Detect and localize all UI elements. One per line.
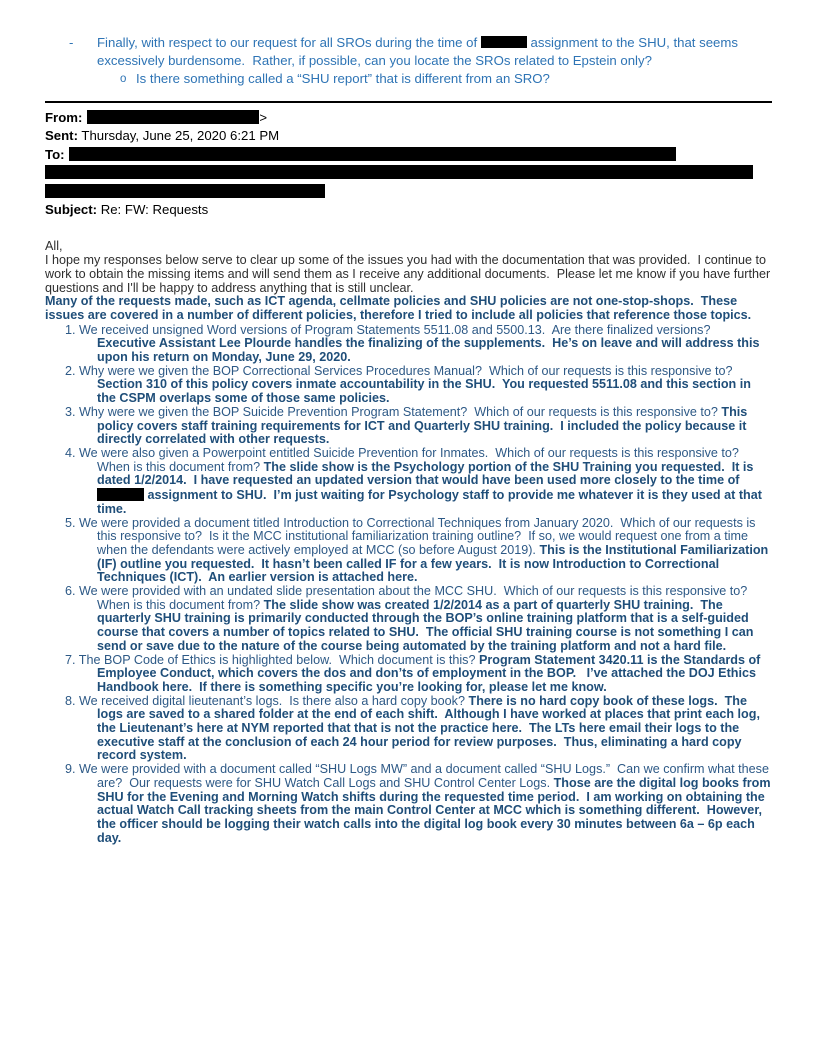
list-item-1 (45, 324, 772, 365)
quoted-sub-bullet-text: Is there something called a “SHU report” that is different from an SRO? (136, 71, 550, 86)
redaction-box-to (69, 147, 676, 161)
item-answer: There is no hard copy book of these logs. The logs are saved to a shared folder at the end of each shift. Although I have worked at places that print each log, the Lieutenant’s here at NYM reported that that is not the practice here. The LTs here email their logs to the executive staff at the conclusion of each 24 hour period for review purposes. Thus, eliminating a hard copy record system. (97, 693, 764, 763)
item-number: 9. (65, 762, 76, 777)
bold-note-paragraph: Many of the requests made, such as ICT agenda, cellmate policies and SHU policies are not one-stop-shops. These issues are covered in a number of different policies, therefore I tried to include all policies that reference those topics. (45, 294, 752, 322)
email-body (45, 239, 775, 845)
quoted-bullet-text (97, 34, 772, 70)
quoted-text-after-redaction: assignment to the SHU, that seems excessively burdensome. Rather, if possible, can you locate the SROs related to Epstein only? (97, 35, 742, 68)
email-header (45, 109, 772, 219)
list-item-7 (45, 654, 772, 695)
item-number: 1. (65, 322, 76, 337)
item-question: Why were we given the BOP Correctional Services Procedures Manual? Which of our requests is this responsive to? (79, 363, 733, 378)
quoted-sub-bullet-item (45, 70, 772, 88)
to-label: To: (45, 146, 65, 162)
intro-paragraph: I hope my responses below serve to clear up some of the issues you had with the documentation that was provided. I continue to work to obtain the missing items and will send them as I receive any additional documents. Please let me know if you have further questions and I'll be happy to address anything that is still unclear. (45, 253, 774, 295)
item-number: 5. (65, 515, 76, 530)
numbered-qa-list (45, 322, 775, 846)
item-number: 7. (65, 652, 76, 667)
item-question: We received digital lieutenant’s logs. Is there also a hard copy book? (79, 693, 465, 708)
quoted-text-before-redaction: Finally, with respect to our request for all SROs during the time of (97, 35, 478, 50)
list-item-3 (45, 406, 772, 447)
list-item-5 (45, 517, 772, 586)
item-question: We were provided a document titled Introduction to Correctional Techniques from January 2020. Which of our requests is this responsive to? Is it the MCC institutional familiarization training outline? If so, we would request one from a time when the defendants were actively employed at MCC (so before August 2019). (79, 515, 759, 557)
list-item-2 (45, 365, 772, 406)
redaction-box-recipients-2 (45, 165, 753, 179)
item-number: 3. (65, 404, 76, 419)
item-answer-after-redaction: assignment to SHU. I’m just waiting for Psychology staff to provide me whatever it is they used at that time. (97, 488, 766, 516)
header-divider-line (45, 101, 772, 103)
header-redacted-row (45, 183, 772, 201)
header-sent-row (45, 127, 772, 145)
redaction-box-recipients-3 (45, 184, 325, 198)
item-answer: The slide show was created 1/2/2014 as a part of quarterly SHU training. The quarterly SHU training is primarily conducted through the BOP’s online training platform that is a self-guided course that covers a number of topics related to SHU. The official SHU training course is not something I can send or save due to the nature of the course being automated by the training platform and not a hard file. (97, 597, 757, 653)
item-answer: This is the Institutional Familiarization (IF) outline you requested. It hasn’t been called IF for a few years. It is now Introduction to Correctional Techniques (ICT). An earlier version is attached here. (97, 542, 772, 585)
subject-label: Subject: (45, 202, 98, 218)
item-number: 8. (65, 693, 76, 708)
item-question: Why were we given the BOP Suicide Prevention Program Statement? Which of our requests is this responsive to? (79, 404, 718, 419)
redaction-box (481, 36, 527, 48)
quoted-request-section (45, 34, 772, 88)
header-subject-row (45, 201, 772, 219)
item-question: We were provided with an undated slide presentation about the MCC SHU. Which of our requests is this responsive to? When is this document from? (79, 584, 755, 612)
subject-value: Re: FW: Requests (100, 202, 209, 218)
item-answer: Executive Assistant Lee Plourde handles the finalizing of the supplements. He’s on leave and will address this upon his return on Monday, June 29, 2020. (97, 336, 764, 365)
list-item-9 (45, 762, 775, 845)
item-answer-before-redaction: The slide show is the Psychology portion of the SHU Training you requested. It is dated 1/2/2014. I have requested an updated version that would have been used more closely to the time of (97, 459, 757, 488)
list-item-6 (45, 585, 772, 654)
list-item-8 (45, 695, 772, 764)
redaction-box (97, 488, 144, 501)
sent-label: Sent: (45, 128, 78, 144)
item-number: 2. (65, 363, 76, 378)
redaction-box-from (87, 110, 259, 124)
item-question: We were also given a Powerpoint entitled Suicide Prevention for Inmates. Which of our requests is this responsive to? When is this document from? (79, 445, 746, 474)
item-question: We received unsigned Word versions of Program Statements 5511.08 and 5500.13. Are there finalized versions? (79, 322, 711, 337)
sent-value: Thursday, June 25, 2020 6:21 PM (81, 128, 280, 144)
circle-bullet-marker: o (120, 73, 127, 85)
header-to-row (45, 146, 772, 164)
list-item-4 (45, 447, 772, 517)
item-answer: This policy covers staff training requirements for ICT and Quarterly SHU training. I included the policy because it directly correlated with other requests. (97, 404, 751, 447)
item-question: We were provided with a document called “SHU Logs MW” and a document called “SHU Logs.” Can we confirm what these are? Our requests were for SHU Watch Call Logs and SHU Control Center Logs. (79, 762, 773, 790)
item-number: 6. (65, 584, 76, 599)
salutation: All, (45, 239, 63, 254)
item-answer: Section 310 of this policy covers inmate accountability in the SHU. You requested 5511.08 and this section in the CSPM overlaps some of those same policies. (97, 377, 755, 406)
from-label: From: (45, 110, 83, 125)
quoted-bullet-item (45, 34, 772, 70)
item-answer: Program Statement 3420.11 is the Standards of Employee Conduct, which covers the dos and don’ts of employment in the BOP. I’ve attached the DOJ Ethics Handbook here. If there is something specific you’re looking for, please let me know. (97, 652, 764, 694)
item-question: The BOP Code of Ethics is highlighted below. Which document is this? (78, 652, 476, 667)
item-number: 4. (65, 445, 76, 460)
header-redacted-row (45, 164, 772, 182)
header-from-row (45, 109, 772, 127)
dash-bullet-marker: - (69, 35, 74, 50)
item-answer: Those are the digital log books from SHU for the Evening and Morning Watch shifts during the requested time period. I am working on obtaining the actual Watch Call tracking sheets from the main Control Center at MCC which is something different. However, the officer should be logging their watch calls into the digital log book every 30 minutes between 6a – 6p each day. (97, 775, 775, 845)
from-suffix: > (259, 110, 268, 125)
